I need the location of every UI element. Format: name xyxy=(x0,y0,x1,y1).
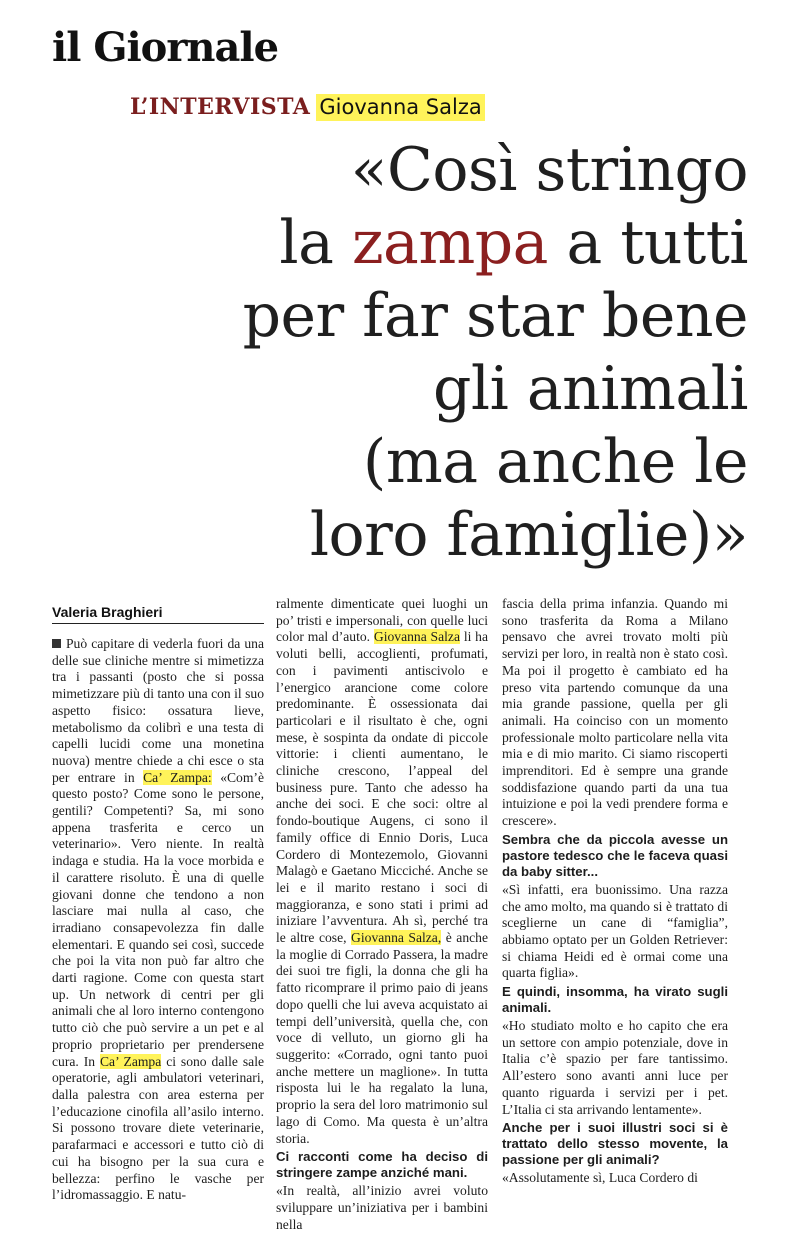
article-column-2 xyxy=(276,596,488,1233)
article-paragraph xyxy=(276,596,488,1147)
highlighted-text: Giovanna Salza xyxy=(373,629,460,645)
text-run: ci sono dalle sale operatorie, agli ambulatori veterinari, dalla palestra con area esterna per l’educazione cinofila all’asilo interno. Si possono trovare diete veterinarie, parafarmaci e accessori e tutto ciò di cui ha bisogno per la sua cura e bellezza: perfino le vasche per l’idromassaggio. E natu- xyxy=(52,1053,265,1203)
headline-line: (ma anche le xyxy=(362,427,748,497)
headline-text: la xyxy=(279,208,352,278)
text-run: li ha voluti belli, accoglienti, profumati, con i pavimenti antiscivolo e l’energico arancione come colore predominante. È ossessionata dai particolari e il risultato è che, ogni mese, è sospinta da ondate di piccole vittorie: i clienti aumentano, le cliniche crescono, l’appeal del business pure. Tanto che adesso ha anche dei soci. E che soci: oltre al fondo-boutique Augens, ci sono il family office di Ennio Doris, Luca Cordero di Montezemolo, Giovanni Malagò e Gaetano Micciché. Anche se lei e il marito restano i soci di maggioranza, e sono stati i primi ad iniziare l’avventura. Ah sì, perché tra le altre cose, xyxy=(276,629,489,946)
byline-rule xyxy=(52,623,264,624)
interview-question: Anche per i suoi illustri soci si è trattato dello stesso movente, la passione per gli animali? xyxy=(502,1120,728,1168)
interview-question: E quindi, insomma, ha virato sugli animali. xyxy=(502,984,728,1016)
headline-line: loro famiglie)» xyxy=(309,500,748,570)
headline-line: gli animali xyxy=(432,354,748,424)
headline xyxy=(108,134,748,572)
article-column-1 xyxy=(52,636,264,1204)
masthead-logo: il Giornale xyxy=(52,24,279,71)
text-run: Può capitare di vederla fuori da una delle sue cliniche mentre si mimetizza tra i passanti (posto che si possa mimetizzare più di tanto una con il suo aspetto fisico: ossatura lieve, metabolismo da colibrì e una testa di capelli lucidi come una monetina nuova) mentre chiede a chi esce o sta per entrare in xyxy=(52,636,264,785)
byline-author: Valeria Braghieri xyxy=(52,604,163,620)
headline-line: per far star bene xyxy=(242,281,748,351)
text-run: è anche la moglie di Corrado Passera, la madre dei suoi tre figli, la donna che gli ha fatto ricomprare il primo paio di jeans dopo quelli che lui aveva acquistato ai tempi dell’università, quella che, con voce di velluto, un giorno gli ha suggerito: «Corrado, ogni tanto puoi anche mettere un maglione». In tutta risposta lui le ha regalato la luna, proprio la sera del loro matrimonio sul lago di Como. Ma questa è un’altra storia. xyxy=(276,930,488,1146)
interview-question: Ci racconti come ha deciso di stringere zampe anziché mani. xyxy=(276,1149,488,1181)
article-paragraph: fascia della prima infanzia. Quando mi sono trasferita da Roma a Milano pensavo che avrei trovato molti più servizi per loro, in realtà non è stato così. Ma poi il progetto è cambiato ed ha preso vita partendo comunque da una mia grande passione, quella per gli animali. Ha coinciso con un momento professionale molto particolare nella vita mia e di mio marito. Ci siamo riscoperti imprenditori. Ed è sempre una grande soddisfazione quando parti da una tua intuizione e poi la vedi prendere forma e crescere». xyxy=(502,596,728,829)
interview-answer: «Ho studiato molto e ho capito che era un settore con ampio potenziale, dove in Italia c’è spazio per fare tantissimo. All’estero sono avanti anni luce per quanto riguarda i servizi per i pet. L’Italia ci sta arrivando lentamente». xyxy=(502,1018,728,1117)
headline-line xyxy=(108,207,748,280)
kicker-label: L’INTERVISTA xyxy=(130,94,311,120)
kicker xyxy=(130,96,485,118)
kicker-interviewee-name: Giovanna Salza xyxy=(316,94,484,121)
interview-answer: «Sì infatti, era buonissimo. Una razza che amo molto, ma quando si è trattato di sceglierne un cane di “famiglia”, abbiamo optato per un Golden Retriever: si chiama Heidi ed è ormai come una quarta figlia». xyxy=(502,881,728,981)
text-run: ralmente dimenticate quei luoghi un po’ tristi e impersonali, con quelle luci color mal d’auto. xyxy=(276,596,488,645)
paragraph-start-square-icon xyxy=(52,639,61,648)
headline-accent-word: zampa xyxy=(351,208,548,278)
interview-answer: «Assolutamente sì, Luca Cordero di xyxy=(502,1170,698,1186)
interview-question: Sembra che da piccola avesse un pastore tedesco che le faceva quasi da baby sitter... xyxy=(502,831,728,879)
article-paragraph xyxy=(52,636,264,1204)
headline-text: a tutti xyxy=(547,208,748,278)
text-run: «Com’è questo posto? Come sono le persone, gentili? Competenti? Sa, mi sono appena trasferita e cerco un veterinario». Vero niente. In realtà indaga e studia. Ha la voce morbida e il carattere risoluto. È una di quelle giovani donne che tendono a non lasciare mai nulla al caso, che irradiano consapevolezza fin dalle elementari. E quando sei così, succede che poi la vita non può far altro che darti ragione. Come con questa start up. Un network di centri per gli animali che al loro interno contengono tutto ciò che può servire a un pet e al proprio proprietario per prendersene cura. In xyxy=(52,769,264,1069)
headline-line: «Così stringo xyxy=(350,135,748,205)
highlighted-text: Ca’ Zampa: xyxy=(143,769,212,785)
highlighted-text: Giovanna Salza, xyxy=(351,930,442,946)
highlighted-text: Ca’ Zampa xyxy=(99,1053,162,1069)
article-column-3 xyxy=(502,596,728,1187)
interview-answer: «In realtà, all’inizio avrei voluto sviluppare un’iniziativa per i bambini nella xyxy=(276,1183,488,1232)
